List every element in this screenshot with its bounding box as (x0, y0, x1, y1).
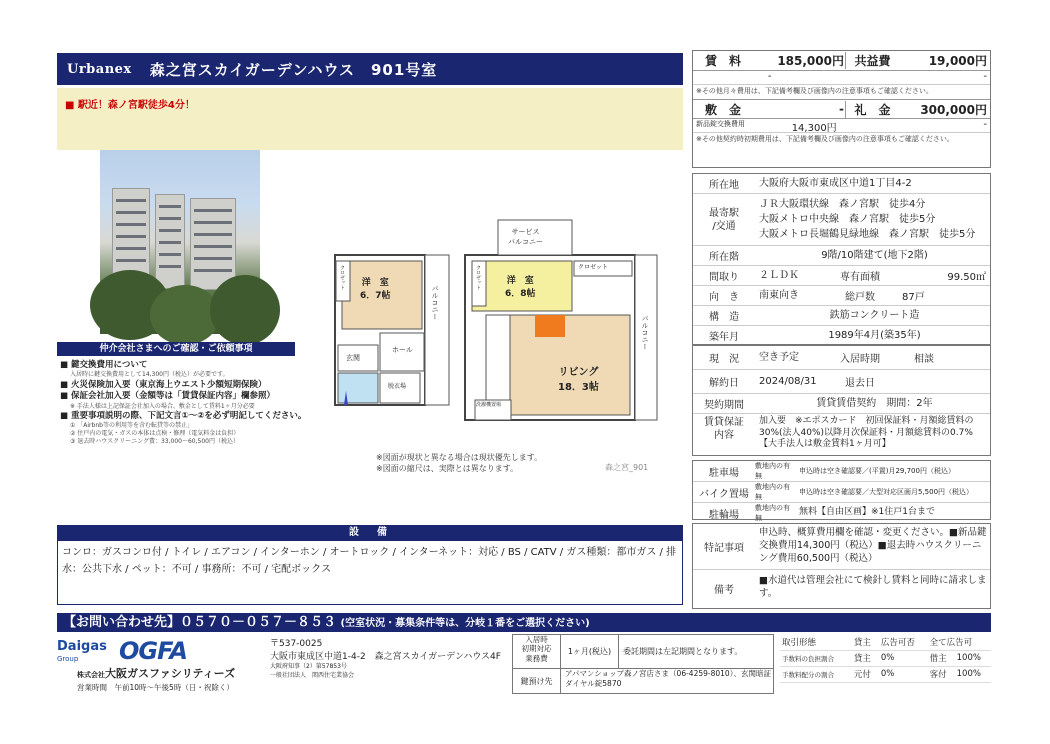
company-address: 〒537-0025 大阪市東成区中道1-4-2 森之宮スカイガーデンハウス4F 大阪府知事（2）第57853号 一般社団法人 関西住宅業協会 (270, 639, 501, 679)
room-label: リビング 18．3帖 (558, 367, 599, 393)
building-photo (100, 150, 260, 334)
ad-status: 全て広告可 (928, 634, 991, 650)
common-fee-label: 共益費 (845, 52, 899, 69)
room-label: 洋 室 6．7帖 (360, 278, 391, 301)
floor-value: 9階/10階建て(地下2階) (821, 250, 928, 261)
room-label: 洗濯機置場 (476, 402, 502, 408)
lock-fee-label: 新品錠交換費用 (696, 120, 745, 128)
floor-plan-drawing (330, 215, 660, 455)
business-hours: 営業時間 午前10時～午後5時（日・祝除く） (77, 683, 234, 692)
remarks-text: ■水道代は管理会社にて検針し賃料と同時に請求します。 (759, 575, 987, 599)
stations: ＪＲ大阪環状線 森ノ宮駅 徒歩4分 大阪メトロ中央線 森ノ宮駅 徒歩5分 大阪メトロ長堀鶴見緑地線 森ノ宮駅 徒歩5分 (759, 199, 976, 240)
notice-item: ■ 重要事項説明の際、下記文言①～②を必ず明記してください。 ① 「Airbnb等の利用等を含む転貸等の禁止」 ② 住戸内の電気・ガスの本体は点検・修理（電気料金は負担） ③ 退去時ハウスクリーニング費：33,000～60,500円（税込） (60, 410, 307, 446)
built-value: 1989年4月(築35年) (828, 329, 921, 341)
notice-item: ■ 保証会社加入要（金額等は「賃貸保証内容」欄参照） ※ 手法人様は上記保証会社加入の場合、敷金として賃料1ヶ月分必要 (60, 391, 275, 410)
location-value: 大阪府大阪市東成区中道1丁目4-2 (759, 178, 912, 189)
rent-value: 185,000円 (777, 54, 844, 68)
promo-banner: ■ 駅近！森ノ宮駅徒歩4分！ (57, 88, 683, 150)
ogfa-logo: OGFA (119, 637, 187, 665)
room-label: クロゼット (578, 264, 608, 271)
contact-phone: 【お問い合わせ先】０５７０－０５７－８５３ (63, 615, 337, 630)
cancel-date: 2024/08/31 (759, 376, 817, 387)
notice-list (60, 360, 360, 446)
special-notes: 特記事項 申込時、概算費用欄を確認・変更ください。■新品鍵交換費用14,300円（税込）■退去時ハウスクリーニング費用60,500円（税込） 備考 ■水道代は管理会社にて検針し賃料と同時に請求します。 (692, 523, 991, 609)
room-label: クロゼット (339, 265, 345, 290)
room-label: ホール (392, 346, 413, 354)
room-label: バルコニー (431, 285, 439, 320)
move-in-value: 相談 (914, 354, 934, 365)
key-money-label: 礼 金 (845, 101, 899, 118)
initial-cost-note: ※その他契約時初期費用は、下記備考欄及び画像内の注意事項もご確認ください。 (696, 135, 954, 143)
notice-heading: 仲介会社さまへのご確認・ご依頼事項 (57, 342, 295, 356)
deposit-value: - (839, 102, 844, 116)
area-value: 99.50㎡ (947, 272, 986, 283)
listing-header (57, 53, 683, 85)
room-label: クロゼット (475, 265, 481, 290)
deal-type: 貸主 (852, 634, 879, 650)
building-title: 森之宮スカイガーデンハウス 901号室 (149, 60, 438, 79)
deposit-label: 敷 金 (704, 102, 741, 117)
special-text: 申込時、概算費用欄を確認・変更ください。■新品鍵交換費用14,300円（税込）■退去時ハウスクリーニング費用60,500円（税込） (759, 527, 987, 564)
structure-value: 鉄筋コンクリート造 (829, 310, 920, 321)
rent-note: ※その他月々費用は、下記備考欄及び画像内の注意事項もご確認ください。 (696, 87, 933, 95)
brand-logo: Urbanex (67, 61, 132, 77)
notice-item: ■ 鍵交換費用について 入居時に鍵交換費用として14,300円（税込）が必要です。 (60, 360, 229, 379)
layout-value: ２ＬＤＫ (759, 270, 799, 281)
room-label: サービス バルコニー (508, 228, 543, 246)
floor-plan-notes: ※図面が現状と異なる場合は現状優先します。 ※図面の縮尺は、実際とは異なります。 (376, 453, 543, 474)
contract-value: 賃貸賃借契約 期間：2年 (816, 398, 933, 409)
floor-plan-id: 森之宮_901 (605, 463, 649, 472)
guarantee-value: 加入要 ※エポスカード 初回保証料・月額総賃料の30%(法人40%)以降月次保証料・月額総賃料の0.7%【大手法人は敷金賃料1ヶ月可】 (759, 416, 974, 450)
direction-value: 南東向き (759, 290, 799, 301)
key-money-value: 300,000円 (920, 102, 987, 117)
property-info: 所在地 大阪府大阪市東成区中道1丁目4-2 最寄駅 /交通 ＪＲ大阪環状線 森ノ宮駅 徒歩4分 大阪メトロ中央線 森ノ宮駅 徒歩5分 大阪メトロ長堀鶴見緑地線 森ノ宮駅 徒歩5分 所在階 9階/10階建て(地下2階) 間取り ２ＬＤＫ 専有面積 99.50㎡ 向 き 南東向き 総戸数 87戸 構 造 鉄筋コンクリート造 築年月 1989年4月(築35年) 現 況 空き予定 入居時期 相談 解約日 2024/08/31 退去日 契約期間 賃貸賃借契約 期間：2年 賃貸保証 内容 加入要 ※エポスカード 初回保証料・月額総賃料の30%(法人40%)以降月次保証料・月額総賃料の0.7%【大手法人は敷金賃料1ヶ月可】 (692, 173, 991, 456)
room-label: 洋 室 6．8帖 (505, 276, 536, 299)
status-value: 空き予定 (759, 352, 799, 363)
rent-panel: 賃 料 185,000円 共益費 19,000円 - - ※その他月々費用は、下記備考欄及び画像内の注意事項もご確認ください。 敷 金 - 礼 金 300,000円 新品錠交換費用 14,300円 - ※その他契約時初期費用は、下記備考欄及び画像内の注意事項もご確認ください。 (692, 50, 991, 168)
common-fee-value: 19,000円 (928, 54, 987, 68)
company-name: 株式会社大阪ガスファシリティーズ (77, 667, 236, 680)
room-label: 玄関 (346, 354, 360, 362)
equipment-heading: 設 備 (57, 525, 683, 540)
parking-panel: 駐車場 敷地内の有無 申込時は空き確認要／(平置)月29,700円（税込） バイク置場 敷地内の有無 申込時は空き確認要／大型対応区画月5,500円（税込） 駐輪場 敷地内の有無 無料【自由区画】※1住戸1台まで (692, 460, 991, 520)
lock-fee-value: 14,300円 (791, 123, 837, 134)
company-block: Daigas Group OGFA 株式会社大阪ガスファシリティーズ 営業時間 午前10時～午後5時（日・祝除く） (57, 637, 236, 692)
room-label: 脱衣場 (388, 383, 407, 390)
notice-item: ■ 火災保険加入要（東京海上ウエスト少額短期保険） (60, 379, 267, 390)
units-value: 87戸 (902, 292, 925, 303)
floor-plan (330, 215, 660, 475)
entry-panel: 入居時 初期対応 業務費 1ヶ月(税込) 委託期間は左記期間となります。 鍵預け先 アパマンショップ森ノ宮店さま（06-4259-8010）、玄関暗証ダイヤル錠5870 (512, 634, 774, 694)
contact-bar: 【お問い合わせ先】０５７０－０５７－８５３ (空室状況・募集条件等は、分岐１番をご選択ください) (57, 613, 991, 632)
daigas-logo: Daigas (57, 639, 107, 654)
fee-panel: 取引形態 貸主 広告可否 全て広告可 手数料の負担割合 貸主 0% 借主 100% 手数料配分の割合 元付 0% 客付 100% (780, 634, 991, 694)
key-holder: アパマンショップ森ノ宮店さま（06-4259-8010）、玄関暗証ダイヤル錠5870 (565, 669, 771, 689)
entry-fee: 1ヶ月(税込) (561, 635, 619, 668)
equipment-list: コンロ：ガスコンロ付 / トイレ / エアコン / インターホン / オートロック / インターネット：対応 / BS / CATV / ガス種類：都市ガス / 排水：公共下水 / ペット：不可 / 事務所：不可 / 宅配ボックス (57, 540, 683, 605)
rent-label: 賃 料 (704, 54, 741, 68)
room-label: バルコニー (641, 315, 649, 350)
